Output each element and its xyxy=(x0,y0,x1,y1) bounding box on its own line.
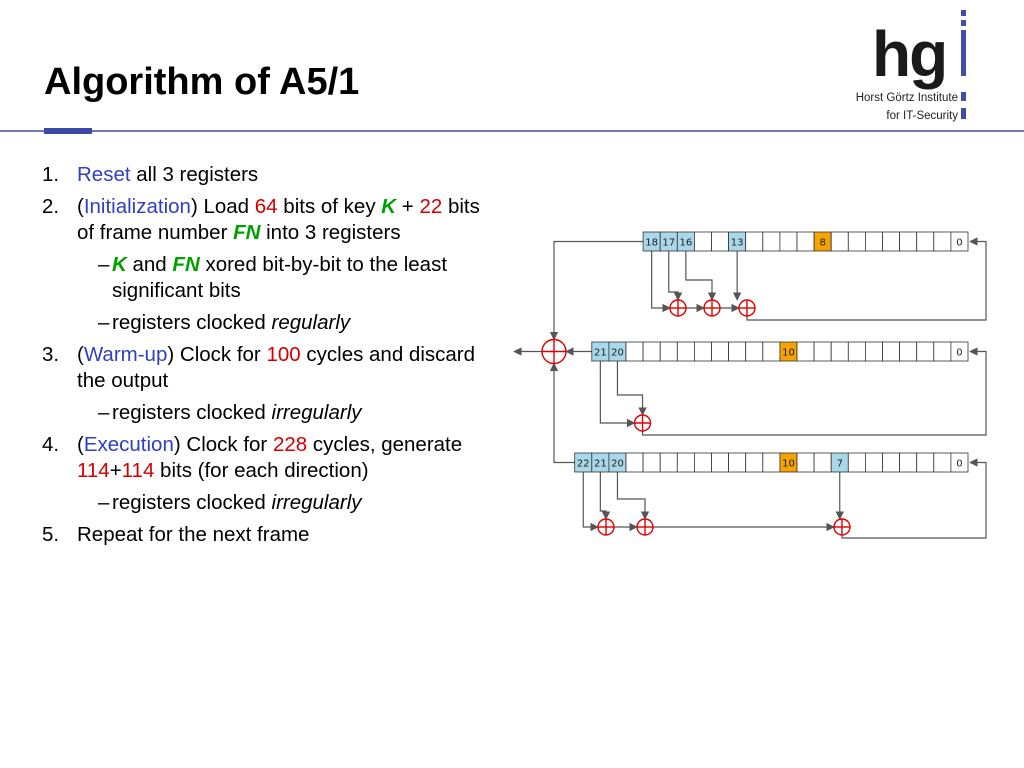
cycle-count: 228 xyxy=(272,433,308,456)
register-cell xyxy=(763,453,780,472)
bit-label: 10 xyxy=(782,458,795,470)
paren-open: ( xyxy=(77,195,84,218)
register-cell xyxy=(643,342,660,361)
step-number: 4. xyxy=(42,433,60,456)
register-cell xyxy=(917,232,934,251)
step-number: 2. xyxy=(42,195,60,218)
wire xyxy=(652,251,670,308)
key-variable: K xyxy=(112,253,127,276)
step-text: Clock for xyxy=(180,433,273,456)
register-cell xyxy=(626,342,643,361)
register-cell xyxy=(694,232,711,251)
register-cell xyxy=(831,342,848,361)
page-title: Algorithm of A5/1 xyxy=(44,61,360,103)
paren-close: ) xyxy=(173,433,181,456)
bullet-dash: – xyxy=(98,401,110,424)
register-cell xyxy=(934,232,951,251)
step-text: into 3 registers xyxy=(260,221,401,244)
step-4-sub-1 xyxy=(42,490,502,516)
step-2-sub-1 xyxy=(42,252,502,304)
step-number: 5. xyxy=(42,523,60,546)
register-cell xyxy=(934,342,951,361)
sub-emphasis: regularly xyxy=(271,311,351,334)
register-cell xyxy=(746,453,763,472)
register-2 xyxy=(592,342,968,361)
register-cell xyxy=(712,453,729,472)
frame-number-variable: FN xyxy=(172,253,200,276)
bit-label: 8 xyxy=(819,237,826,249)
register-cell xyxy=(865,232,882,251)
register-cell xyxy=(900,453,917,472)
step-label: Execution xyxy=(83,433,174,456)
paren-close: ) xyxy=(167,343,175,366)
register-cell xyxy=(831,232,848,251)
register-cell xyxy=(883,342,900,361)
register-cell xyxy=(848,453,865,472)
register-cell xyxy=(712,342,729,361)
register-cell xyxy=(712,232,729,251)
sub-text: registers clocked xyxy=(112,311,272,334)
register-cell xyxy=(780,232,797,251)
sub-emphasis: irregularly xyxy=(271,401,362,424)
logo-department-line: for IT-Security xyxy=(886,110,958,122)
register-cell xyxy=(746,342,763,361)
step-label: Initialization xyxy=(83,195,191,218)
wire xyxy=(617,472,645,519)
register-cell xyxy=(900,232,917,251)
wire xyxy=(747,242,986,321)
bit-label: 10 xyxy=(782,347,795,359)
step-3-sub-1 xyxy=(42,400,502,426)
xor-gate-r3-b xyxy=(637,519,653,535)
diagram-wires xyxy=(514,242,986,539)
wire xyxy=(643,352,986,436)
register-cell xyxy=(848,342,865,361)
algorithm-steps xyxy=(42,162,502,554)
diagram-xor-gates xyxy=(542,300,850,535)
a51-lfsr-diagram xyxy=(510,220,1010,550)
register-cell xyxy=(643,453,660,472)
frame-bit-count: 22 xyxy=(419,195,443,218)
step-5 xyxy=(42,522,502,548)
bit-label: 21 xyxy=(593,347,607,359)
xor-gate-r1-b xyxy=(704,300,720,316)
step-text: Load xyxy=(197,195,255,218)
wire xyxy=(554,242,643,340)
register-cell xyxy=(626,453,643,472)
bit-label: 16 xyxy=(679,237,693,249)
register-cell xyxy=(677,342,694,361)
register-cell xyxy=(917,342,934,361)
bit-label: 0 xyxy=(956,237,963,249)
register-cell xyxy=(883,453,900,472)
wire xyxy=(600,472,606,519)
register-cell xyxy=(729,342,746,361)
bullet-dash: – xyxy=(98,491,110,514)
bullet-dash: – xyxy=(98,253,110,276)
step-number: 1. xyxy=(42,163,60,186)
wire xyxy=(686,251,712,300)
bit-label: 7 xyxy=(836,458,843,470)
output-bits-a: 114 xyxy=(77,459,110,482)
xor-gate-r1-c xyxy=(739,300,755,316)
title-divider xyxy=(0,130,1024,132)
sub-text: xored bit-by-bit to the least significant bits xyxy=(112,253,448,302)
bit-label: 20 xyxy=(611,458,624,470)
hgi-logo xyxy=(830,8,1020,128)
bullet-dash: – xyxy=(98,311,110,334)
register-cell xyxy=(763,232,780,251)
step-label: Reset xyxy=(77,163,131,186)
bit-label: 22 xyxy=(576,458,590,470)
logo-institute-line: Horst Görtz Institute xyxy=(855,92,958,104)
register-cell xyxy=(814,453,831,472)
register-cell xyxy=(848,232,865,251)
cycle-count: 100 xyxy=(266,343,301,366)
register-cell xyxy=(797,232,814,251)
register-3 xyxy=(575,453,968,472)
wire xyxy=(669,251,678,300)
step-text: cycles, generate xyxy=(307,433,463,456)
logo-i-bars xyxy=(956,8,970,128)
bit-label: 13 xyxy=(730,237,744,249)
diagram-registers xyxy=(575,232,968,472)
sub-emphasis: irregularly xyxy=(271,491,362,514)
bit-label: 17 xyxy=(662,237,676,249)
register-cell xyxy=(694,342,711,361)
register-cell xyxy=(660,453,677,472)
bit-label: 0 xyxy=(956,458,963,470)
register-cell xyxy=(660,342,677,361)
output-bits-b: 114 xyxy=(121,459,155,482)
register-cell xyxy=(934,453,951,472)
xor-gate-r3-a xyxy=(598,519,614,535)
sub-text: registers clocked xyxy=(112,401,272,424)
key-variable: K xyxy=(381,195,397,218)
register-cell xyxy=(694,453,711,472)
paren-close: ) xyxy=(190,195,198,218)
register-cell xyxy=(900,342,917,361)
step-text: bits of key xyxy=(277,195,382,218)
step-text: Repeat for the next frame xyxy=(77,523,310,546)
wire xyxy=(617,361,642,415)
frame-number-variable: FN xyxy=(233,221,261,244)
logo-mark: hg xyxy=(872,18,947,90)
sub-text: registers clocked xyxy=(112,491,272,514)
step-text: cycles and discard the output xyxy=(77,343,476,392)
step-text: all 3 registers xyxy=(130,163,259,186)
register-cell xyxy=(814,342,831,361)
register-1 xyxy=(643,232,968,251)
register-cell xyxy=(677,453,694,472)
step-4 xyxy=(42,432,502,484)
xor-gate-r2 xyxy=(635,415,651,431)
paren-open: ( xyxy=(77,433,84,456)
step-1 xyxy=(42,162,502,188)
step-number: 3. xyxy=(42,343,60,366)
step-text: Clock for xyxy=(174,343,267,366)
bit-label: 20 xyxy=(611,347,624,359)
xor-gate-r1-a xyxy=(670,300,686,316)
bit-label: 0 xyxy=(956,347,963,359)
register-cell xyxy=(797,342,814,361)
xor-gate-r3-c xyxy=(834,519,850,535)
register-cell xyxy=(883,232,900,251)
bit-label: 18 xyxy=(645,237,659,249)
step-2-sub-2 xyxy=(42,310,502,336)
wire xyxy=(583,472,598,527)
wire xyxy=(842,463,986,539)
sub-text: and xyxy=(126,253,173,276)
step-label: Warm-up xyxy=(83,343,168,366)
register-cell xyxy=(865,342,882,361)
step-text: bits of frame number xyxy=(77,195,480,244)
register-cell xyxy=(746,232,763,251)
wire xyxy=(554,364,575,463)
step-2 xyxy=(42,194,502,246)
register-cell xyxy=(763,342,780,361)
register-cell xyxy=(917,453,934,472)
register-cell xyxy=(729,453,746,472)
plus-sign: + xyxy=(109,459,122,482)
step-text: + xyxy=(396,195,420,218)
title-divider-accent xyxy=(44,128,92,134)
register-cell xyxy=(865,453,882,472)
paren-open: ( xyxy=(77,343,84,366)
output-xor-gate xyxy=(542,340,566,364)
register-cell xyxy=(797,453,814,472)
step-text: bits (for each direction) xyxy=(154,459,369,482)
bit-label: 21 xyxy=(593,458,607,470)
step-3 xyxy=(42,342,502,394)
key-bit-count: 64 xyxy=(254,195,278,218)
